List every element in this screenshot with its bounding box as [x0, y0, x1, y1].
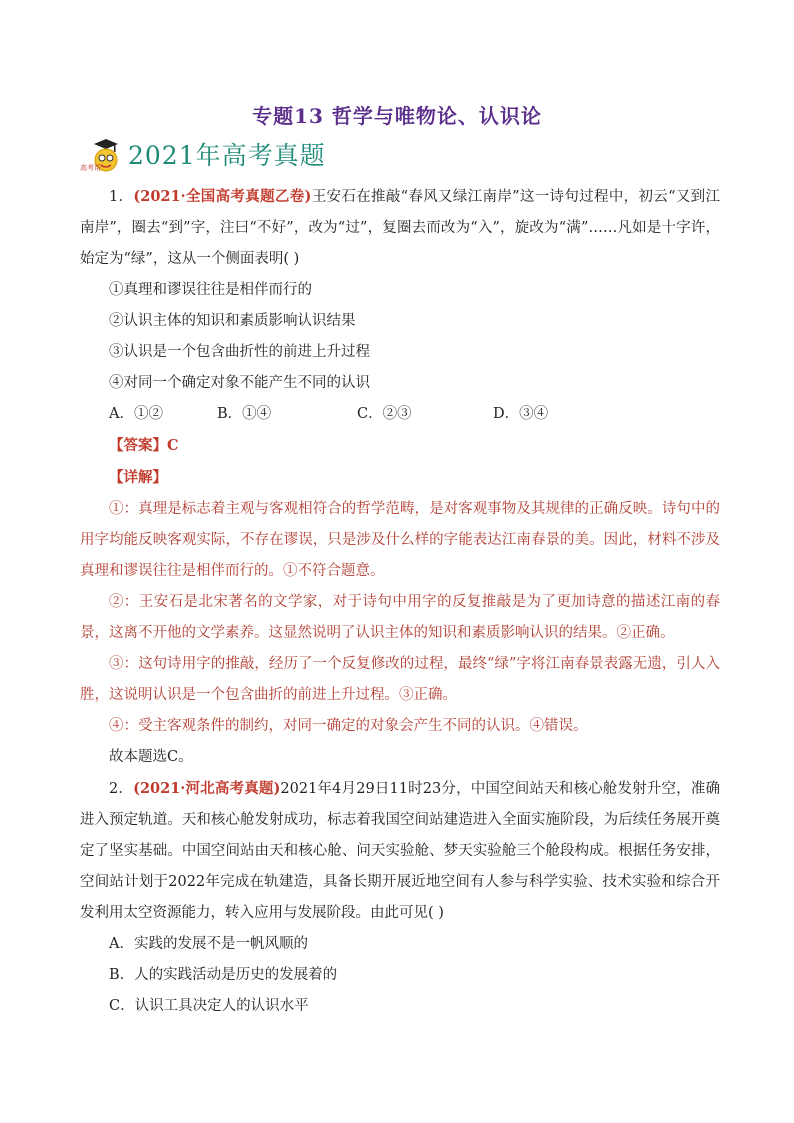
q1-source: (2021·全国高考真题乙卷) [133, 188, 312, 205]
q1-number: 1． [109, 189, 134, 205]
section-banner [80, 132, 480, 178]
q2-number: 2． [109, 781, 134, 797]
q1-option-a: A．①② [109, 406, 163, 422]
q1-explanation-3: ③：这句诗用字的推敲，经历了一个反复修改的过程，最终“绿”字将江南春景表露无遗，引人入胜，这说明认识是一个包含曲折的前进上升过程。③正确。 [80, 656, 720, 703]
q1-explanation-2: ②：王安石是北宋著名的文学家，对于诗句中用字的反复推敲是为了更加诗意的描述江南的春景，这离不开他的文学素养。这显然说明了认识主体的知识和素质影响认识的结果。②正确。 [80, 594, 720, 641]
page-title: 专题13 哲学与唯物论、认识论 [252, 104, 542, 128]
q1-detail-label-line [80, 462, 720, 494]
answer-label: 【答案】 [109, 437, 167, 454]
content [80, 181, 720, 1022]
q1-stem: 王安石在推敲“春风又绿江南岸”这一诗句过程中，初云“又到江南岸”，圈去“到”字，注曰“不好”，改为“过”，复圈去而改为“入”，旋改为“满”……凡如是十字许，始定为“绿”，这从一个侧面表明( ) [80, 189, 720, 267]
q1-options [80, 399, 720, 430]
mascot-logo-icon [80, 138, 122, 176]
q2-option-a: A．实践的发展不是一帆风顺的 [109, 936, 308, 952]
q1-statement-1: ①真理和谬误往往是相伴而行的 [109, 282, 312, 298]
q1-explanation-1: ①：真理是标志着主观与客观相符合的哲学范畴，是对客观事物及其规律的正确反映。诗句中的用字均能反映客观实际，不存在谬误，只是涉及什么样的字能表达江南春景的美。因此，材料不涉及真理和谬误往往是相伴而行的。①不符合题意。 [80, 501, 720, 579]
q1-conclusion: 故本题选C。 [109, 749, 193, 765]
answer-value: C [167, 437, 179, 454]
q2-option-c: C．认识工具决定人的认识水平 [109, 998, 309, 1014]
q1-answer [80, 430, 720, 462]
q1-stem-paragraph [80, 181, 720, 275]
q1-explanation-4: ④：受主客观条件的制约，对同一确定的对象会产生不同的认识。④错误。 [109, 718, 588, 734]
q1-option-c: C．②③ [357, 406, 412, 422]
logo-text: 高考帮 [80, 164, 101, 172]
q1-option-b: B．①④ [217, 406, 272, 422]
q1-statement-2: ②认识主体的知识和素质影响认识结果 [109, 313, 356, 329]
q2-option-b: B．人的实践活动是历史的发展着的 [109, 967, 338, 983]
q2-source: (2021·河北高考真题) [133, 780, 281, 797]
q1-statement-3: ③认识是一个包含曲折性的前进上升过程 [109, 344, 370, 360]
q1-statement-4: ④对同一个确定对象不能产生不同的认识 [109, 375, 370, 391]
q2-stem: 2021年4月29日11时23分，中国空间站天和核心舱发射升空，准确进入预定轨道。天和核心舱发射成功，标志着我国空间站建造进入全面实施阶段，为后续任务展开奠定了坚实基础。中国空间站由天和核心舱、问天实验舱、梦天实验舱三个舱段构成。根据任务安排，空间站计划于2022年完成在轨建造，具备长期开展近地空间有人参与科学实验、技术实验和综合开发利用太空资源能力，转入应用与发展阶段。由此可见( ) [80, 781, 720, 921]
detail-label: 【详解】 [109, 469, 167, 486]
section-title: 2021年高考真题 [128, 141, 326, 170]
q2-stem-paragraph [80, 773, 720, 929]
q1-option-d: D．③④ [493, 406, 549, 422]
